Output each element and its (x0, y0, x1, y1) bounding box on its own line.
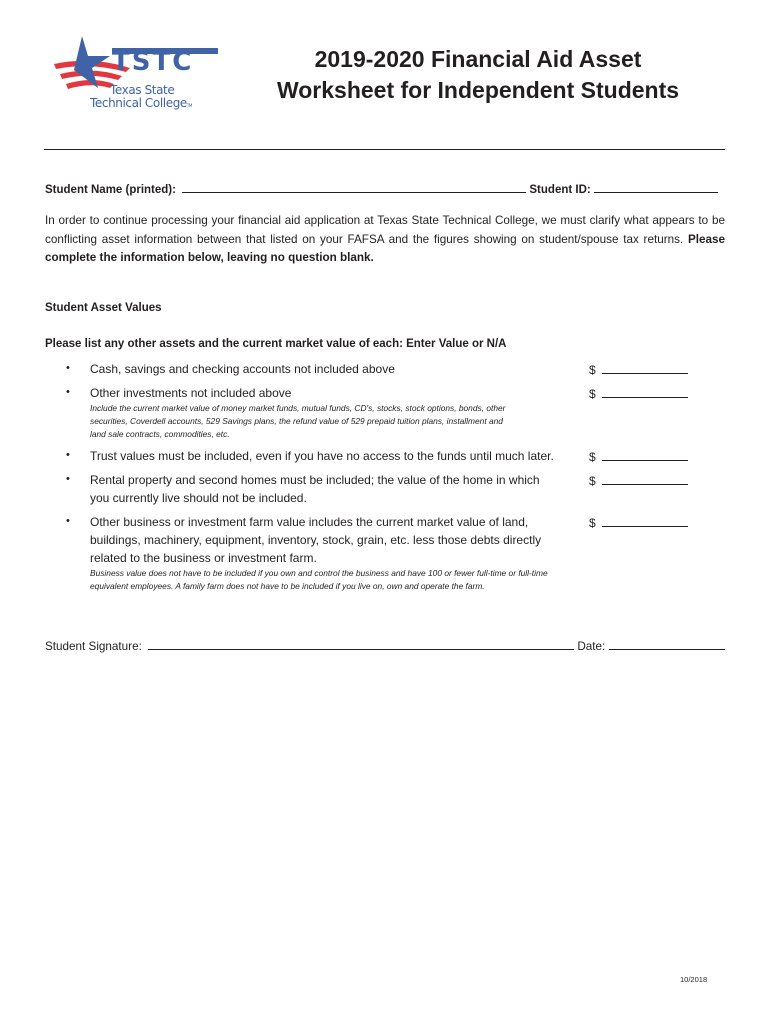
signature-label: Student Signature: (45, 640, 142, 653)
asset-item-4 (90, 471, 550, 507)
date-label: Date: (577, 640, 606, 653)
asset-item-5 (90, 513, 550, 593)
dollar-sign: $ (589, 474, 596, 488)
title-line1: 2019-2020 Financial Aid Asset (314, 46, 642, 72)
asset-value-5-field[interactable] (602, 515, 688, 527)
bullet-4: • (66, 473, 70, 485)
title-line2: Worksheet for Independent Students (276, 77, 680, 103)
logo-wordmark: TSTC (112, 47, 194, 77)
logo-trademark: TM (186, 103, 192, 108)
bullet-1: • (66, 362, 70, 374)
section-title: Student Asset Values (45, 302, 162, 314)
date-field[interactable] (609, 638, 725, 650)
asset-item-1 (90, 360, 550, 378)
header-divider (44, 149, 725, 150)
student-id-field[interactable] (594, 181, 718, 193)
student-id-label: Student ID: (529, 184, 591, 196)
intro-instruction: Please complete the information below, leaving no question blank. (45, 232, 725, 264)
revision-date: 10/2018 (680, 975, 708, 984)
bullet-5: • (66, 515, 70, 527)
asset-item-2 (90, 384, 510, 441)
student-name-field[interactable] (182, 181, 526, 193)
asset-value-2 (589, 386, 688, 401)
bullet-2: • (66, 386, 70, 398)
asset-value-4-field[interactable] (602, 473, 688, 485)
asset-item-text: Trust values must be included, even if you have no access to the funds until much later. (90, 449, 554, 463)
asset-item-text: Other investments not included above (90, 386, 292, 400)
asset-value-3-field[interactable] (602, 449, 688, 461)
logo-line2 (90, 97, 240, 112)
asset-item-3 (90, 447, 570, 465)
asset-value-2-field[interactable] (602, 386, 688, 398)
asset-value-1-field[interactable] (602, 362, 688, 374)
student-name-label: Student Name (printed): (45, 184, 176, 196)
intro-paragraph (45, 212, 725, 268)
signature-field[interactable] (148, 638, 574, 650)
student-info-row (45, 181, 725, 196)
dollar-sign: $ (589, 516, 596, 530)
asset-value-4 (589, 473, 688, 488)
asset-item-note: Business value does not have to be included if you own and control the business and have 100 or fewer full-time or full-time equivalent employees. A family farm does not have to be included if you live on, own and operate the farm. (90, 568, 548, 591)
intro-text: In order to continue processing your financial aid application at Texas State Technical College, we must clarify what appears to be conflicting asset information between that listed on your FAFSA and the figures showing on student/spouse tax returns. (45, 214, 725, 246)
asset-item-text: Other business or investment farm value includes the current market value of land, buildings, machinery, equipment, inventory, stock, grain, etc. less those debts directly related to the business or investment farm. (90, 515, 542, 565)
signature-row (45, 638, 725, 653)
asset-item-note: Include the current market value of money market funds, mutual funds, CD's, stocks, stock options, bonds, other securities, Coverdell accounts, 529 Savings plans, the refund value of 529 prepaid tuition plans, installment and land sale contracts, commodities, etc. (90, 403, 506, 439)
tstc-logo (52, 34, 222, 114)
dollar-sign: $ (589, 450, 596, 464)
page-title (238, 44, 718, 106)
dollar-sign: $ (589, 363, 596, 377)
asset-value-1 (589, 362, 688, 377)
logo-line1: Texas State (110, 83, 175, 97)
logo-line2-text: Technical College (90, 96, 187, 110)
asset-item-text: Cash, savings and checking accounts not included above (90, 362, 395, 376)
list-heading: Please list any other assets and the current market value of each: Enter Value or N/A (45, 338, 507, 350)
asset-value-5 (589, 515, 688, 530)
bullet-3: • (66, 449, 70, 461)
dollar-sign: $ (589, 387, 596, 401)
asset-item-text: Rental property and second homes must be included; the value of the home in which you currently live should not be included. (90, 473, 540, 505)
asset-value-3 (589, 449, 688, 464)
